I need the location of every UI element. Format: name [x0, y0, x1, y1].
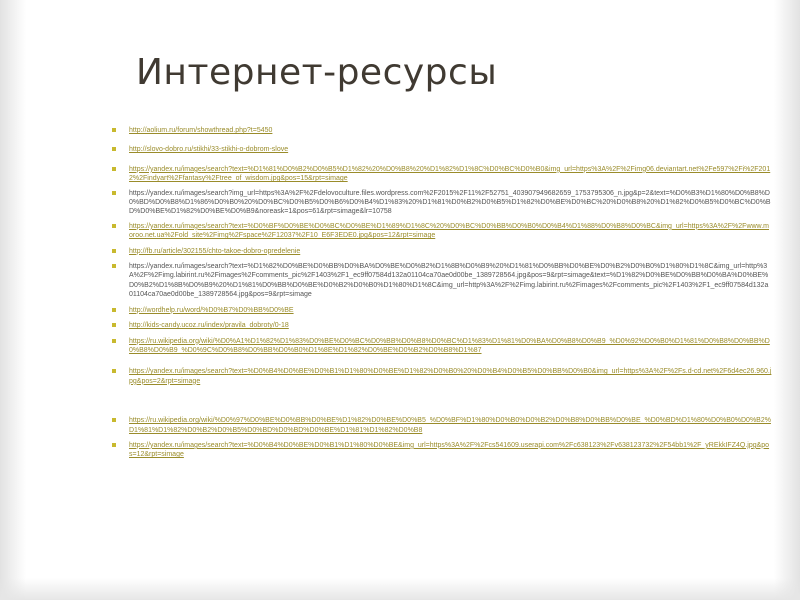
slide-shadow-left — [0, 0, 26, 600]
list-item — [112, 222, 772, 241]
list-item — [112, 189, 772, 217]
bullet-icon — [112, 128, 116, 132]
bullet-icon — [112, 418, 116, 422]
list-item — [112, 416, 772, 435]
list-item — [112, 165, 772, 184]
bullet-icon — [112, 264, 116, 268]
slide-shadow-bottom — [0, 578, 800, 600]
resource-link[interactable]: http://fb.ru/article/302155/chto-takoe-dobro-opredelenie — [129, 247, 301, 255]
resource-link[interactable]: http://aolium.ru/forum/showthread.php?t=5450 — [129, 127, 273, 134]
bullet-icon — [112, 249, 116, 253]
bullet-icon — [112, 167, 116, 171]
list-item — [112, 367, 772, 386]
list-item — [112, 441, 772, 460]
list-item — [112, 145, 772, 154]
resource-link[interactable]: https://ru.wikipedia.org/wiki/%D0%A1%D1%82%D1%83%D0%BE%D0%BC%D0%BB%D0%B8%D0%BC%D1%83%D1%81%D0%BA%D0%B8%D0%B9_%D0%92%D0%B0%D1%81%D0%B8%D0%BB%D0%B8%D0%B9_%D0%9C%D0%B8%D0%BB%D0%B0%D1%8E%D1%82%D0%BE%D0%B2%D0%B8%D1%87 — [129, 337, 770, 354]
slide-title: Интернет-ресурсы — [136, 52, 498, 93]
resource-link[interactable]: https://yandex.ru/images/search?text=%D1%81%D0%B2%D0%B5%D1%82%20%D0%B8%20%D1%82%D1%8C%D0%BC%D0%B0&img_url=https%3A%2F%2Fimg06.deviantart.net%2Fe597%2Fi%2F2012%2Findyart%2Ffantasy%2Ftree_of_wisdom.jpg&pos=15&rpt=simage — [129, 165, 771, 183]
bullet-icon — [112, 339, 116, 343]
bullet-icon — [112, 308, 116, 312]
resource-link[interactable]: https://yandex.ru/images/search?text=%D0%BF%D0%BE%D0%BC%D0%BE%D1%89%D1%8C%20%D0%BC%D0%BB%D0%B0%D0%B4%D1%88%D0%B8%D0%BC&img_url=https%3A%2F%2Fwww.moroo.net.ua%2Fold_site%2Fimg%2Fspace%2F12037%2F10_E6F3EDE0.jpg&pos=12&rpt=simage — [129, 222, 769, 240]
resource-text: https://yandex.ru/images/search?text=%D1%82%D0%BE%D0%BB%D0%BA%D0%BE%D0%B2%D1%8B%D0%B9%20%D1%81%D0%BB%D0%BE%D0%B2%D0%B0%D1%80%D1%8C&img_url=http%3A%2F%2Fimg.labirint.ru%2Fimages%2Fcomments_pic%2F1403%2F1_ec9ff07584d132a01104ca70ae0d00be_1389728564.jpg&pos=9&rpt=simage&text=%D1%82%D0%BE%D0%BB%D0%BA%D0%BE%D0%B2%D1%8B%D0%B9%20%D1%81%D0%BB%D0%BE%D0%B2%D0%B0%D1%80%D1%8C&img_url=http%3A%2F%2Fimg.labirint.ru%2Fimages%2Fcomments_pic%2F1403%2F1_ec9ff07584d132a01104ca70ae0d00be_1389728564.jpg&pos=9&rpt=simage — [129, 263, 769, 299]
bullet-icon — [112, 443, 116, 447]
list-item — [112, 262, 772, 300]
resource-link[interactable]: http://wordhelp.ru/word/%D0%B7%D0%BB%D0%BE — [129, 306, 294, 314]
resource-link[interactable]: http://slovo-dobro.ru/stikhi/33-stikhi-o-dobrom-slove — [129, 146, 289, 154]
resource-text: https://yandex.ru/images/search?img_url=https%3A%2F%2Fdelovoculture.files.wordpress.com%2F2015%2F11%2F52751_403907949682659_1753795306_n.jpg&p=2&text=%D0%B3%D1%80%D0%B8%D0%BD%D0%B8%D1%86%D0%B0%20%D0%BC%D0%B5%D0%B6%D0%B4%D1%83%20%D1%81%D0%B2%D0%B5%D1%82%D0%BE%D0%BC%20%D0%B8%20%D1%82%D0%B5%D0%BC%D0%BD%D0%BE%D1%82%D0%BE%D0%B9&noreask=1&pos=61&rpt=simage&lr=10758 — [129, 189, 771, 216]
bullet-icon — [112, 191, 116, 195]
resource-link[interactable]: https://ru.wikipedia.org/wiki/%D0%97%D0%BE%D0%BB%D0%BE%D1%82%D0%BE%D0%B5_%D0%BF%D1%80%D0%B0%D0%B2%D0%B8%D0%BB%D0%BE_%D0%BD%D1%80%D0%B0%D0%B2%D1%81%D1%82%D0%B2%D0%B5%D0%BD%D0%BD%D0%BE%D1%81%D1%82%D0%B8 — [129, 417, 771, 434]
bullet-icon — [112, 224, 116, 228]
resource-link[interactable]: http://kids-candy.ucoz.ru/index/pravila_dobroty/0-18 — [129, 322, 289, 330]
list-item — [112, 321, 772, 330]
list-item — [112, 337, 772, 356]
list-item — [112, 306, 772, 315]
resource-link[interactable]: https://yandex.ru/images/search?text=%D0%B4%D0%BE%D0%B1%D1%80%D0%BE&img_url=https%3A%2F%2Fcs541609.userapi.com%2Fc638123%2Fv638123732%2F54bb1%2F_yREkkIFZ4Q.jpg&pos=12&rpt=simage — [129, 441, 770, 459]
slide-shadow-right — [774, 0, 800, 600]
bullet-icon — [112, 147, 116, 151]
resource-list — [112, 126, 772, 460]
list-item — [112, 126, 772, 135]
bullet-icon — [112, 323, 116, 327]
list-item — [112, 247, 772, 256]
bullet-icon — [112, 369, 116, 373]
resource-link[interactable]: https://yandex.ru/images/search?text=%D0%B4%D0%BE%D0%B1%D1%80%D0%BE%D1%82%D0%B0%20%D0%B4%D0%B5%D0%BB%D0%B0&img_url=https%3A%2F%2Fs.d-cd.net%2F6d4ec26.960.jpg&pos=2&rpt=simage — [129, 368, 772, 385]
